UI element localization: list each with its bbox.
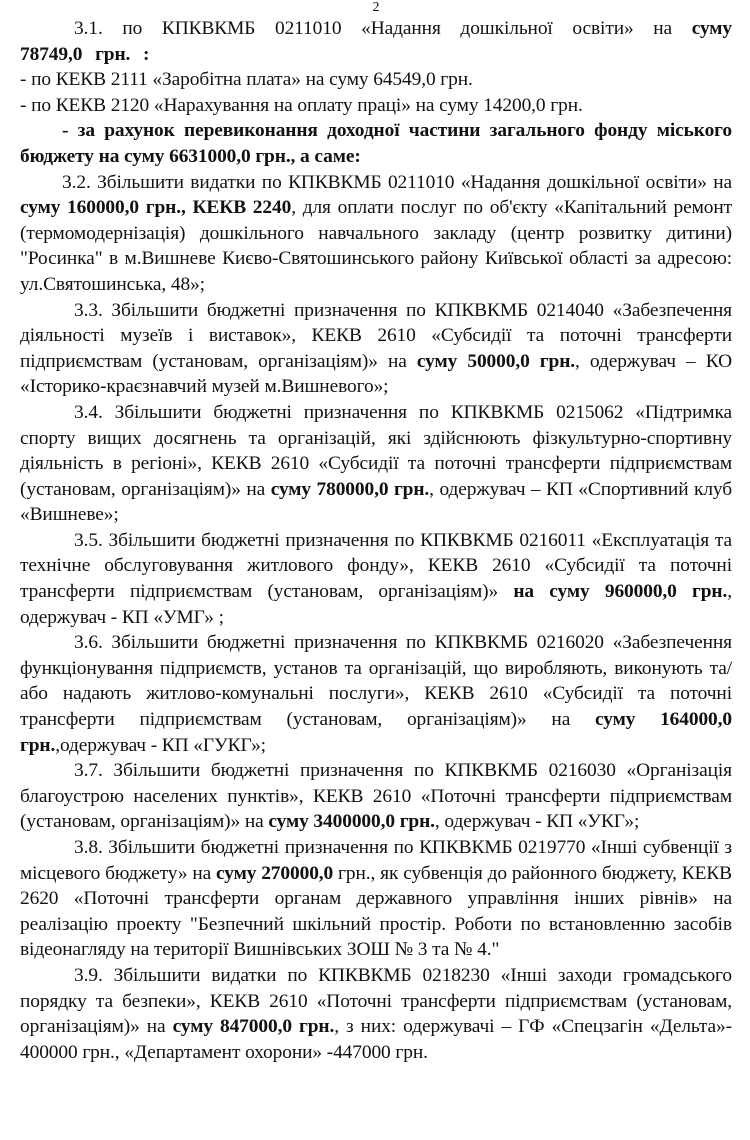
item-3-3: [20, 298, 732, 400]
document-page: [20, 0, 732, 1140]
item-3-3-amount: суму 50000,0 грн.: [416, 350, 576, 372]
section-heading: - за рахунок перевиконання доходної частини загального фонду міського бюджету на суму 6631000,0 грн., а саме:: [20, 120, 732, 167]
item-3-4-amount: суму 780000,0 грн.: [270, 478, 430, 500]
item-3-2-text: 3.2. Збільшити видатки по КПКВКМБ 0211010 «Надання дошкільної освіти» на: [62, 171, 732, 193]
item-3-2-rest: , для оплати послуг по об'єкту «Капітальний ремонт (термомодернізація) дошкільного навчального закладу (центр розвитку дитини) "Росинка" в м.Вишневе Києво-Святошинського району Київської області за адресою: ул.Святошинська, 48»;: [20, 197, 732, 295]
item-3-4: [20, 400, 732, 528]
item-3-9-amount: суму 847000,0 грн.: [172, 1016, 335, 1038]
item-3-7-amount: суму 3400000,0 грн.: [268, 811, 435, 833]
item-3-6-amount: суму 164000,0 грн.: [20, 709, 732, 756]
item-3-4-rest: , одержувач – КП «Спортивний клуб «Вишневе»;: [20, 478, 733, 526]
page-number: 2: [372, 0, 380, 15]
item-3-3-rest: , одержувач – КО «Історико-краєзнавчий музей м.Вишневого»;: [20, 350, 732, 398]
list-item-kekv-2120: - по КЕКВ 2120 «Нарахування на оплату праці» на суму 14200,0 грн.: [20, 94, 583, 116]
list-item-kekv-2111: - по КЕКВ 2111 «Заробітна плата» на суму 64549,0 грн.: [20, 69, 473, 91]
item-3-5-rest: , одержувач - КП «УМГ» ;: [20, 581, 732, 628]
item-3-1-amount: суму 78749,0 грн. :: [20, 18, 732, 65]
item-3-2-amount: суму 160000,0 грн., КЕКВ 2240: [20, 197, 292, 219]
item-3-6: [20, 630, 732, 758]
item-3-6-rest: ,одержувач - КП «ГУКГ»;: [55, 734, 266, 756]
item-3-7: [20, 758, 732, 835]
item-3-4-text: 3.4. Збільшити бюджетні призначення по КПКВКМБ 0215062 «Підтримка спорту вищих досягнень та організацій, які здійснюють фізкультурно-спортивну діяльність в регіоні», КЕКВ 2610 «Субсидії та поточні трансферти підприємствам (установам, організаціям)» на: [20, 401, 732, 500]
item-3-7-text: 3.7. Збільшити бюджетні призначення по КПКВКМБ 0216030 «Організація благоустрою населених пунктів», КЕКВ 2610 «Поточні трансферти підприємствам (установам, організаціям)» на: [20, 760, 732, 833]
item-3-5: [20, 528, 732, 630]
item-3-2: [20, 170, 732, 298]
item-3-9: [20, 963, 732, 1065]
item-3-9-rest: , з них: одержувачі – ГФ «Спецзагін «Дельта»- 400000 грн., «Департамент охорони» -447000 грн.: [20, 1016, 732, 1063]
item-3-8-amount: суму 270000,0: [216, 862, 334, 884]
item-3-7-rest: , одержувач - КП «УКГ»;: [434, 811, 640, 833]
item-3-8-rest: грн., як субвенція до районного бюджету, КЕКВ 2620 «Поточні трансферти органам державного управління інших рівнів» на реалізацію проекту "Безпечний шкільний простір. Роботи по встановленню засобів відеонагляду на території Вишнівських ЗОШ № 3 та № 4.": [20, 862, 732, 961]
item-3-5-amount: на суму 960000,0 грн.: [513, 581, 728, 603]
item-3-8: [20, 835, 732, 963]
item-3-3-text: 3.3. Збільшити бюджетні призначення по КПКВКМБ 0214040 «Забезпечення діяльності музеїв і виставок», КЕКВ 2610 «Субсидії та поточні трансферти підприємствам (установам, організаціям)» на: [20, 299, 732, 372]
item-3-9-text: 3.9. Збільшити видатки по КПКВКМБ 0218230 «Інші заходи громадського порядку та безпеки», КЕКВ 2610 «Поточні трансферти підприємствам (установам, організаціям)» на: [20, 964, 732, 1038]
item-3-6-text: 3.6. Збільшити бюджетні призначення по КПКВКМБ 0216020 «Забезпечення функціонування підприємств, установ та організацій, що виробляють, виконують та/або надають житлово-комунальні послуги», КЕКВ 2610 «Субсидії та поточні трансферти підприємствам (установам, організаціям)» на: [20, 632, 732, 731]
item-3-1: [20, 16, 732, 67]
item-3-8-text: 3.8. Збільшити бюджетні призначення по КПКВКМБ 0219770 «Інші субвенції з місцевого бюджету» на: [20, 837, 732, 884]
item-3-5-text: 3.5. Збільшити бюджетні призначення по КПКВКМБ 0216011 «Експлуатація та технічне обслуговування житлового фонду», КЕКВ 2610 «Субсидії та поточні трансферти підприємствам (установам, організаціям)»: [20, 529, 732, 603]
item-3-1-text: 3.1. по КПКВКМБ 0211010 «Надання дошкільної освіти» на: [74, 18, 692, 39]
